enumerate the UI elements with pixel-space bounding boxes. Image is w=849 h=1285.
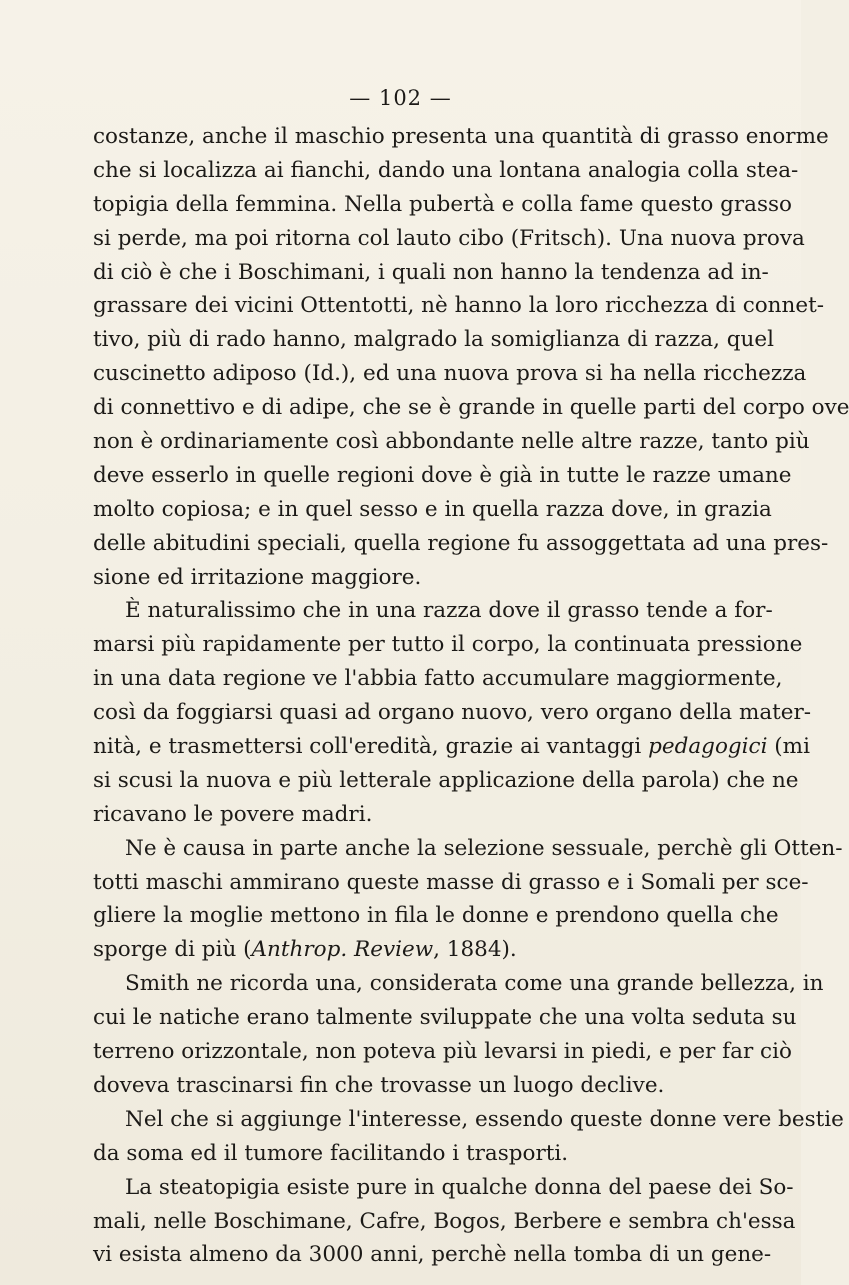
citation-title: Anthrop. Review: [251, 937, 434, 963]
text-line-with-italic: [93, 730, 810, 764]
text-line: gliere la moglie mettono in fila le donne e prendono quella che: [93, 903, 779, 929]
text-line: in una data regione ve l'abbia fatto accumulare maggiormente,: [93, 666, 783, 692]
text-line: grassare dei vicini Ottentotti, nè hanno la loro ricchezza di connet-: [93, 293, 824, 319]
text-line: sione ed irritazione maggiore.: [93, 564, 422, 590]
text-line: si scusi la nuova e più letterale applicazione della parola) che ne: [93, 767, 799, 793]
text-line: che si localizza ai fianchi, dando una lontana analogia colla stea-: [93, 157, 799, 183]
text-line: cuscinetto adiposo (Id.), ed una nuova prova si ha nella ricchezza: [93, 361, 807, 387]
text-segment: nità, e trasmettersi coll'eredità, grazie ai vantaggi: [93, 734, 649, 760]
paragraph-start-line: Nel che si aggiunge l'interesse, essendo queste donne vere bestie: [125, 1106, 844, 1132]
text-line: delle abitudini speciali, quella regione fu assoggettata ad una pres-: [93, 530, 829, 556]
text-line: topigia della femmina. Nella pubertà e colla fame questo grasso: [93, 191, 793, 217]
text-line: mali, nelle Boschimane, Cafre, Bogos, Berbere e sembra ch'essa: [93, 1208, 796, 1234]
text-line: così da foggiarsi quasi ad organo nuovo, vero organo della mater-: [93, 700, 812, 726]
text-line: doveva trascinarsi fin che trovasse un luogo declive.: [93, 1072, 665, 1098]
text-line: tivo, più di rado hanno, malgrado la somiglianza di razza, quel: [93, 327, 775, 353]
text-segment: sporge di più (: [93, 937, 252, 963]
text-line: di connettivo e di adipe, che se è grande in quelle parti del corpo ove: [93, 395, 849, 421]
text-line: deve esserlo in quelle regioni dove è già in tutte le razze umane: [93, 462, 792, 488]
text-line: marsi più rapidamente per tutto il corpo, la continuata pressione: [93, 632, 803, 658]
text-line: vi esista almeno da 3000 anni, perchè nella tomba di un gene-: [93, 1242, 772, 1268]
paragraph-start-line: Ne è causa in parte anche la selezione sessuale, perchè gli Otten-: [125, 835, 843, 861]
italic-term: pedagogici: [648, 734, 768, 760]
text-line: di ciò è che i Boschimani, i quali non hanno la tendenza ad in-: [93, 259, 769, 285]
text-line: molto copiosa; e in quel sesso e in quella razza dove, in grazia: [93, 496, 772, 522]
text-line: costanze, anche il maschio presenta una quantità di grasso enorme: [93, 124, 829, 149]
paragraph-start-line: È naturalissimo che in una razza dove il grasso tende a for-: [125, 598, 773, 624]
text-line: totti maschi ammirano queste masse di grasso e i Somali per sce-: [93, 869, 809, 895]
text-segment: (mi: [767, 734, 810, 760]
text-line: da soma ed il tumore facilitando i trasporti.: [93, 1140, 569, 1166]
text-line: terreno orizzontale, non poteva più levarsi in piedi, e per far ciò: [93, 1039, 792, 1065]
text-line: cui le natiche erano talmente sviluppate che una volta seduta su: [93, 1005, 797, 1031]
body-text: [93, 120, 849, 1272]
text-line: non è ordinariamente così abbondante nelle altre razze, tanto più: [93, 429, 810, 455]
text-line: si perde, ma poi ritorna col lauto cibo (Fritsch). Una nuova prova: [93, 225, 805, 251]
paragraph-start-line: La steatopigia esiste pure in qualche donna del paese dei So-: [125, 1174, 794, 1200]
text-segment: , 1884).: [433, 937, 517, 963]
page-number: — 102 —: [349, 86, 452, 110]
text-line-with-citation: [93, 933, 719, 967]
paragraph-start-line: Smith ne ricorda una, considerata come una grande bellezza, in: [125, 971, 824, 997]
text-line: ricavano le povere madri.: [93, 801, 373, 827]
